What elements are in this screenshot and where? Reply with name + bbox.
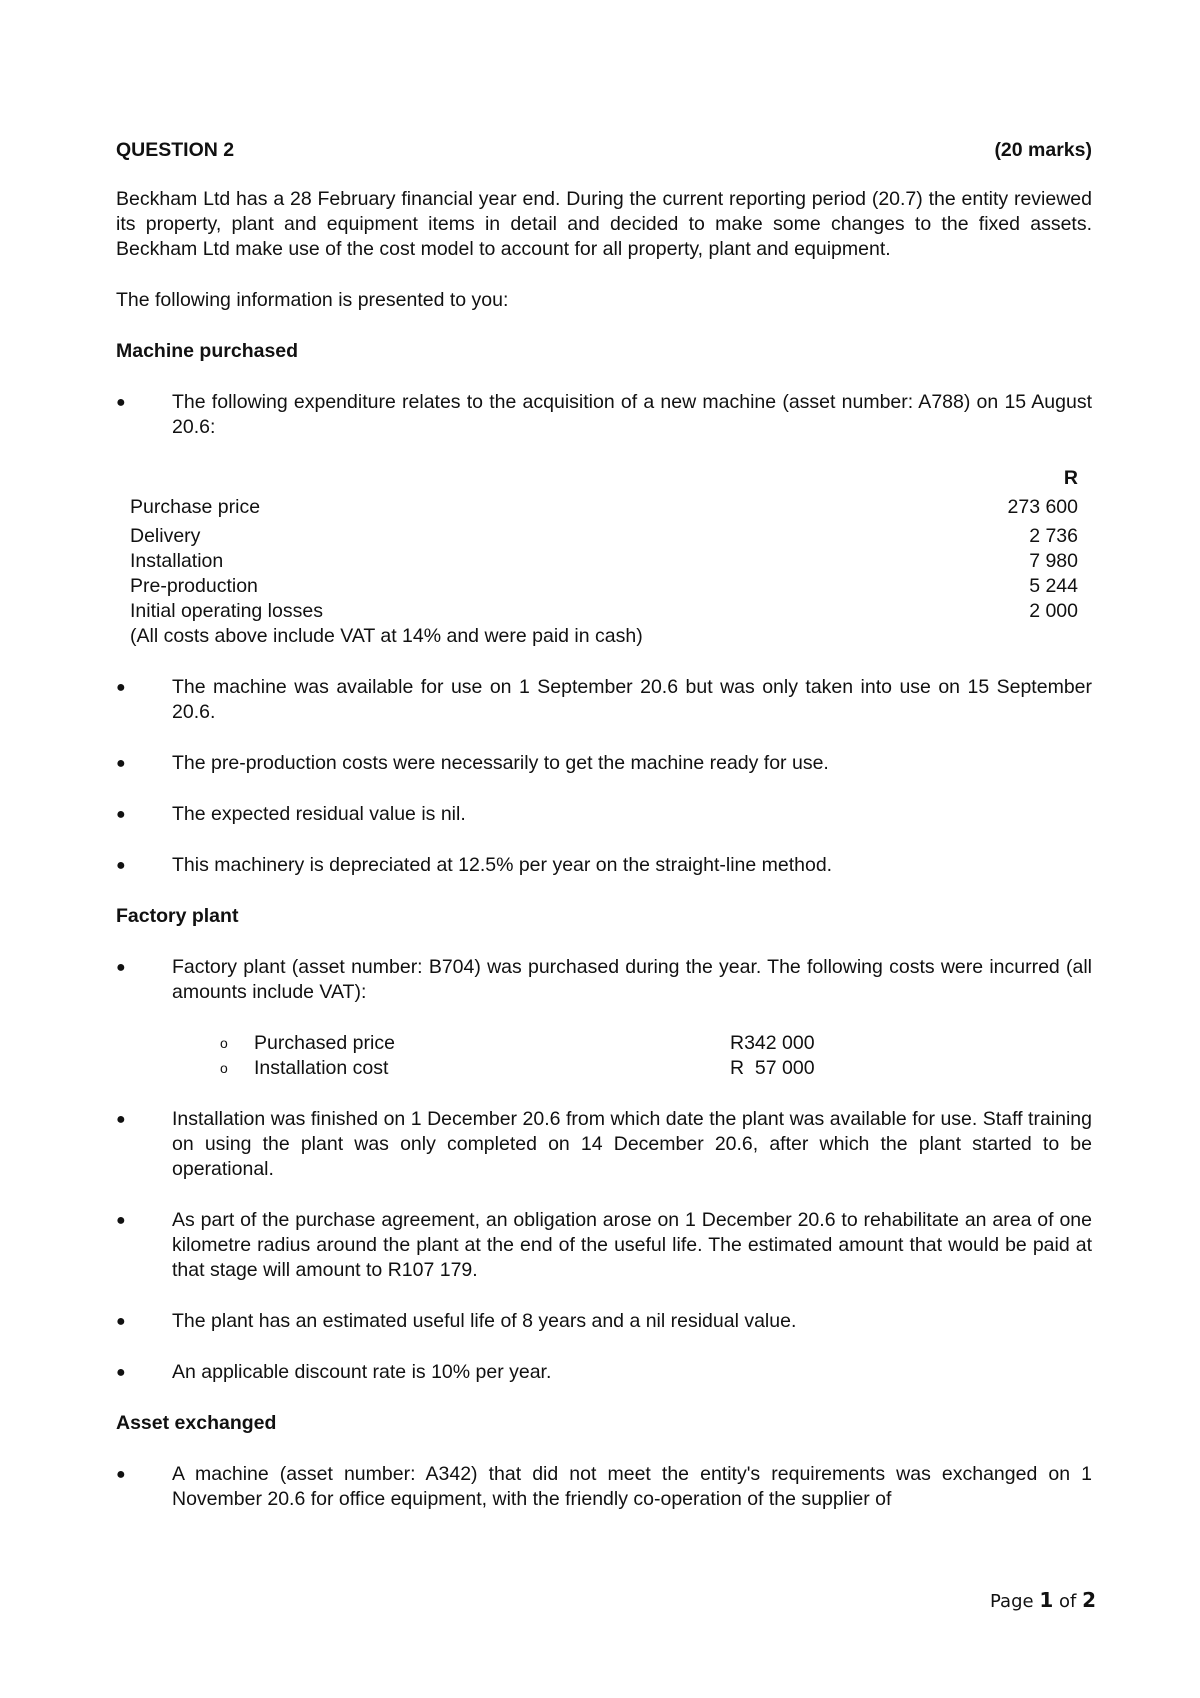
of-word: of (1058, 1591, 1077, 1612)
list-item (116, 802, 1092, 827)
question-title: QUESTION 2 (116, 139, 235, 161)
bullet-text: The expected residual value is nil. (172, 803, 466, 825)
cost-label: Installation (130, 550, 224, 572)
cost-table (130, 466, 1078, 649)
bullet-icon: ● (116, 1364, 126, 1381)
bullet-text: This machinery is depreciated at 12.5% per year on the straight-line method. (172, 854, 833, 876)
sub-item-label: Purchased price (254, 1032, 395, 1054)
bullet-icon: ● (116, 959, 126, 976)
bullet-icon: ● (116, 1313, 126, 1330)
intro-paragraph: Beckham Ltd has a 28 February financial year end. During the current reporting period (20.7) the entity reviewed its property, plant and equipment items in detail and decided to make some changes to the fixed assets. Beckham Ltd make use of the cost model to account for all property, plant and equipment. (116, 188, 1092, 260)
sub-item-value: R 57 000 (730, 1057, 815, 1079)
sub-list-item (220, 1056, 1092, 1081)
info-line: The following information is presented to you: (116, 289, 509, 311)
list-item (116, 955, 1092, 1005)
bullet-icon: ● (116, 679, 126, 696)
table-row (130, 574, 1078, 599)
cost-label: Initial operating losses (130, 600, 323, 622)
bullet-text: A machine (asset number: A342) that did not meet the entity's requirements was exchanged on 1 November 20.6 for office equipment, with the friendly co-operation of the supplier of (172, 1463, 1092, 1510)
table-row (130, 599, 1078, 624)
document-page (116, 138, 1092, 1538)
cost-label: Purchase price (130, 496, 261, 518)
list-item (116, 853, 1092, 878)
question-header (116, 138, 1092, 163)
list-item (116, 1107, 1092, 1182)
cost-table-note: (All costs above include VAT at 14% and were paid in cash) (130, 625, 643, 647)
bullet-text: An applicable discount rate is 10% per year. (172, 1361, 552, 1383)
bullet-text: The following expenditure relates to the acquisition of a new machine (asset number: A788) on 15 August 20.6: (172, 391, 1092, 438)
page-word: Page (990, 1591, 1034, 1612)
bullet-icon: ● (116, 394, 126, 411)
table-row (130, 549, 1078, 574)
cost-value: 273 600 (1007, 496, 1078, 518)
circle-bullet-icon: o (220, 1060, 228, 1076)
bullet-text: The machine was available for use on 1 September 20.6 but was only taken into use on 15 September 20.6. (172, 676, 1092, 723)
bullet-text: The pre-production costs were necessarily to get the machine ready for use. (172, 752, 829, 774)
page-total: 2 (1082, 1588, 1096, 1612)
bullet-text: The plant has an estimated useful life of 8 years and a nil residual value. (172, 1310, 797, 1332)
page-footer (990, 1588, 1096, 1614)
section-heading-asset-exchanged: Asset exchanged (116, 1412, 277, 1434)
sub-item-value: R342 000 (730, 1032, 815, 1054)
cost-table-currency-header: R (1063, 467, 1078, 489)
bullet-text: As part of the purchase agreement, an obligation arose on 1 December 20.6 to rehabilitate an area of one kilometre radius around the plant at the end of the useful life. The estimated amount that would be paid at that stage will amount to R107 179. (172, 1209, 1092, 1281)
cost-label: Pre-production (130, 575, 258, 597)
bullet-icon: ● (116, 806, 126, 823)
list-item (116, 1360, 1092, 1385)
bullet-icon: ● (116, 1111, 126, 1128)
sub-item-list (220, 1031, 1092, 1081)
bullet-icon: ● (116, 1466, 126, 1483)
bullet-icon: ● (116, 755, 126, 772)
page-number: 1 (1039, 1588, 1054, 1612)
question-marks: (20 marks) (994, 139, 1092, 161)
table-row (130, 495, 1078, 520)
sub-list-item (220, 1031, 1092, 1056)
cost-value: 2 000 (1029, 600, 1078, 622)
list-item (116, 1208, 1092, 1283)
section-heading-factory-plant: Factory plant (116, 905, 239, 927)
sub-item-label: Installation cost (254, 1057, 389, 1079)
list-item (116, 751, 1092, 776)
bullet-icon: ● (116, 1212, 126, 1229)
cost-label: Delivery (130, 525, 201, 547)
bullet-icon: ● (116, 857, 126, 874)
list-item (116, 390, 1092, 440)
list-item (116, 675, 1092, 725)
cost-value: 7 980 (1029, 550, 1078, 572)
bullet-text: Factory plant (asset number: B704) was purchased during the year. The following costs were incurred (all amounts include VAT): (172, 956, 1092, 1003)
list-item (116, 1462, 1092, 1512)
bullet-text: Installation was finished on 1 December 20.6 from which date the plant was available for use. Staff training on using the plant was only completed on 14 December 20.6, after which the plant started to be operational. (172, 1108, 1092, 1180)
circle-bullet-icon: o (220, 1035, 228, 1051)
section-heading-machine-purchased: Machine purchased (116, 340, 299, 362)
table-row (130, 524, 1078, 549)
cost-value: 5 244 (1029, 575, 1078, 597)
list-item (116, 1309, 1092, 1334)
cost-value: 2 736 (1029, 525, 1078, 547)
